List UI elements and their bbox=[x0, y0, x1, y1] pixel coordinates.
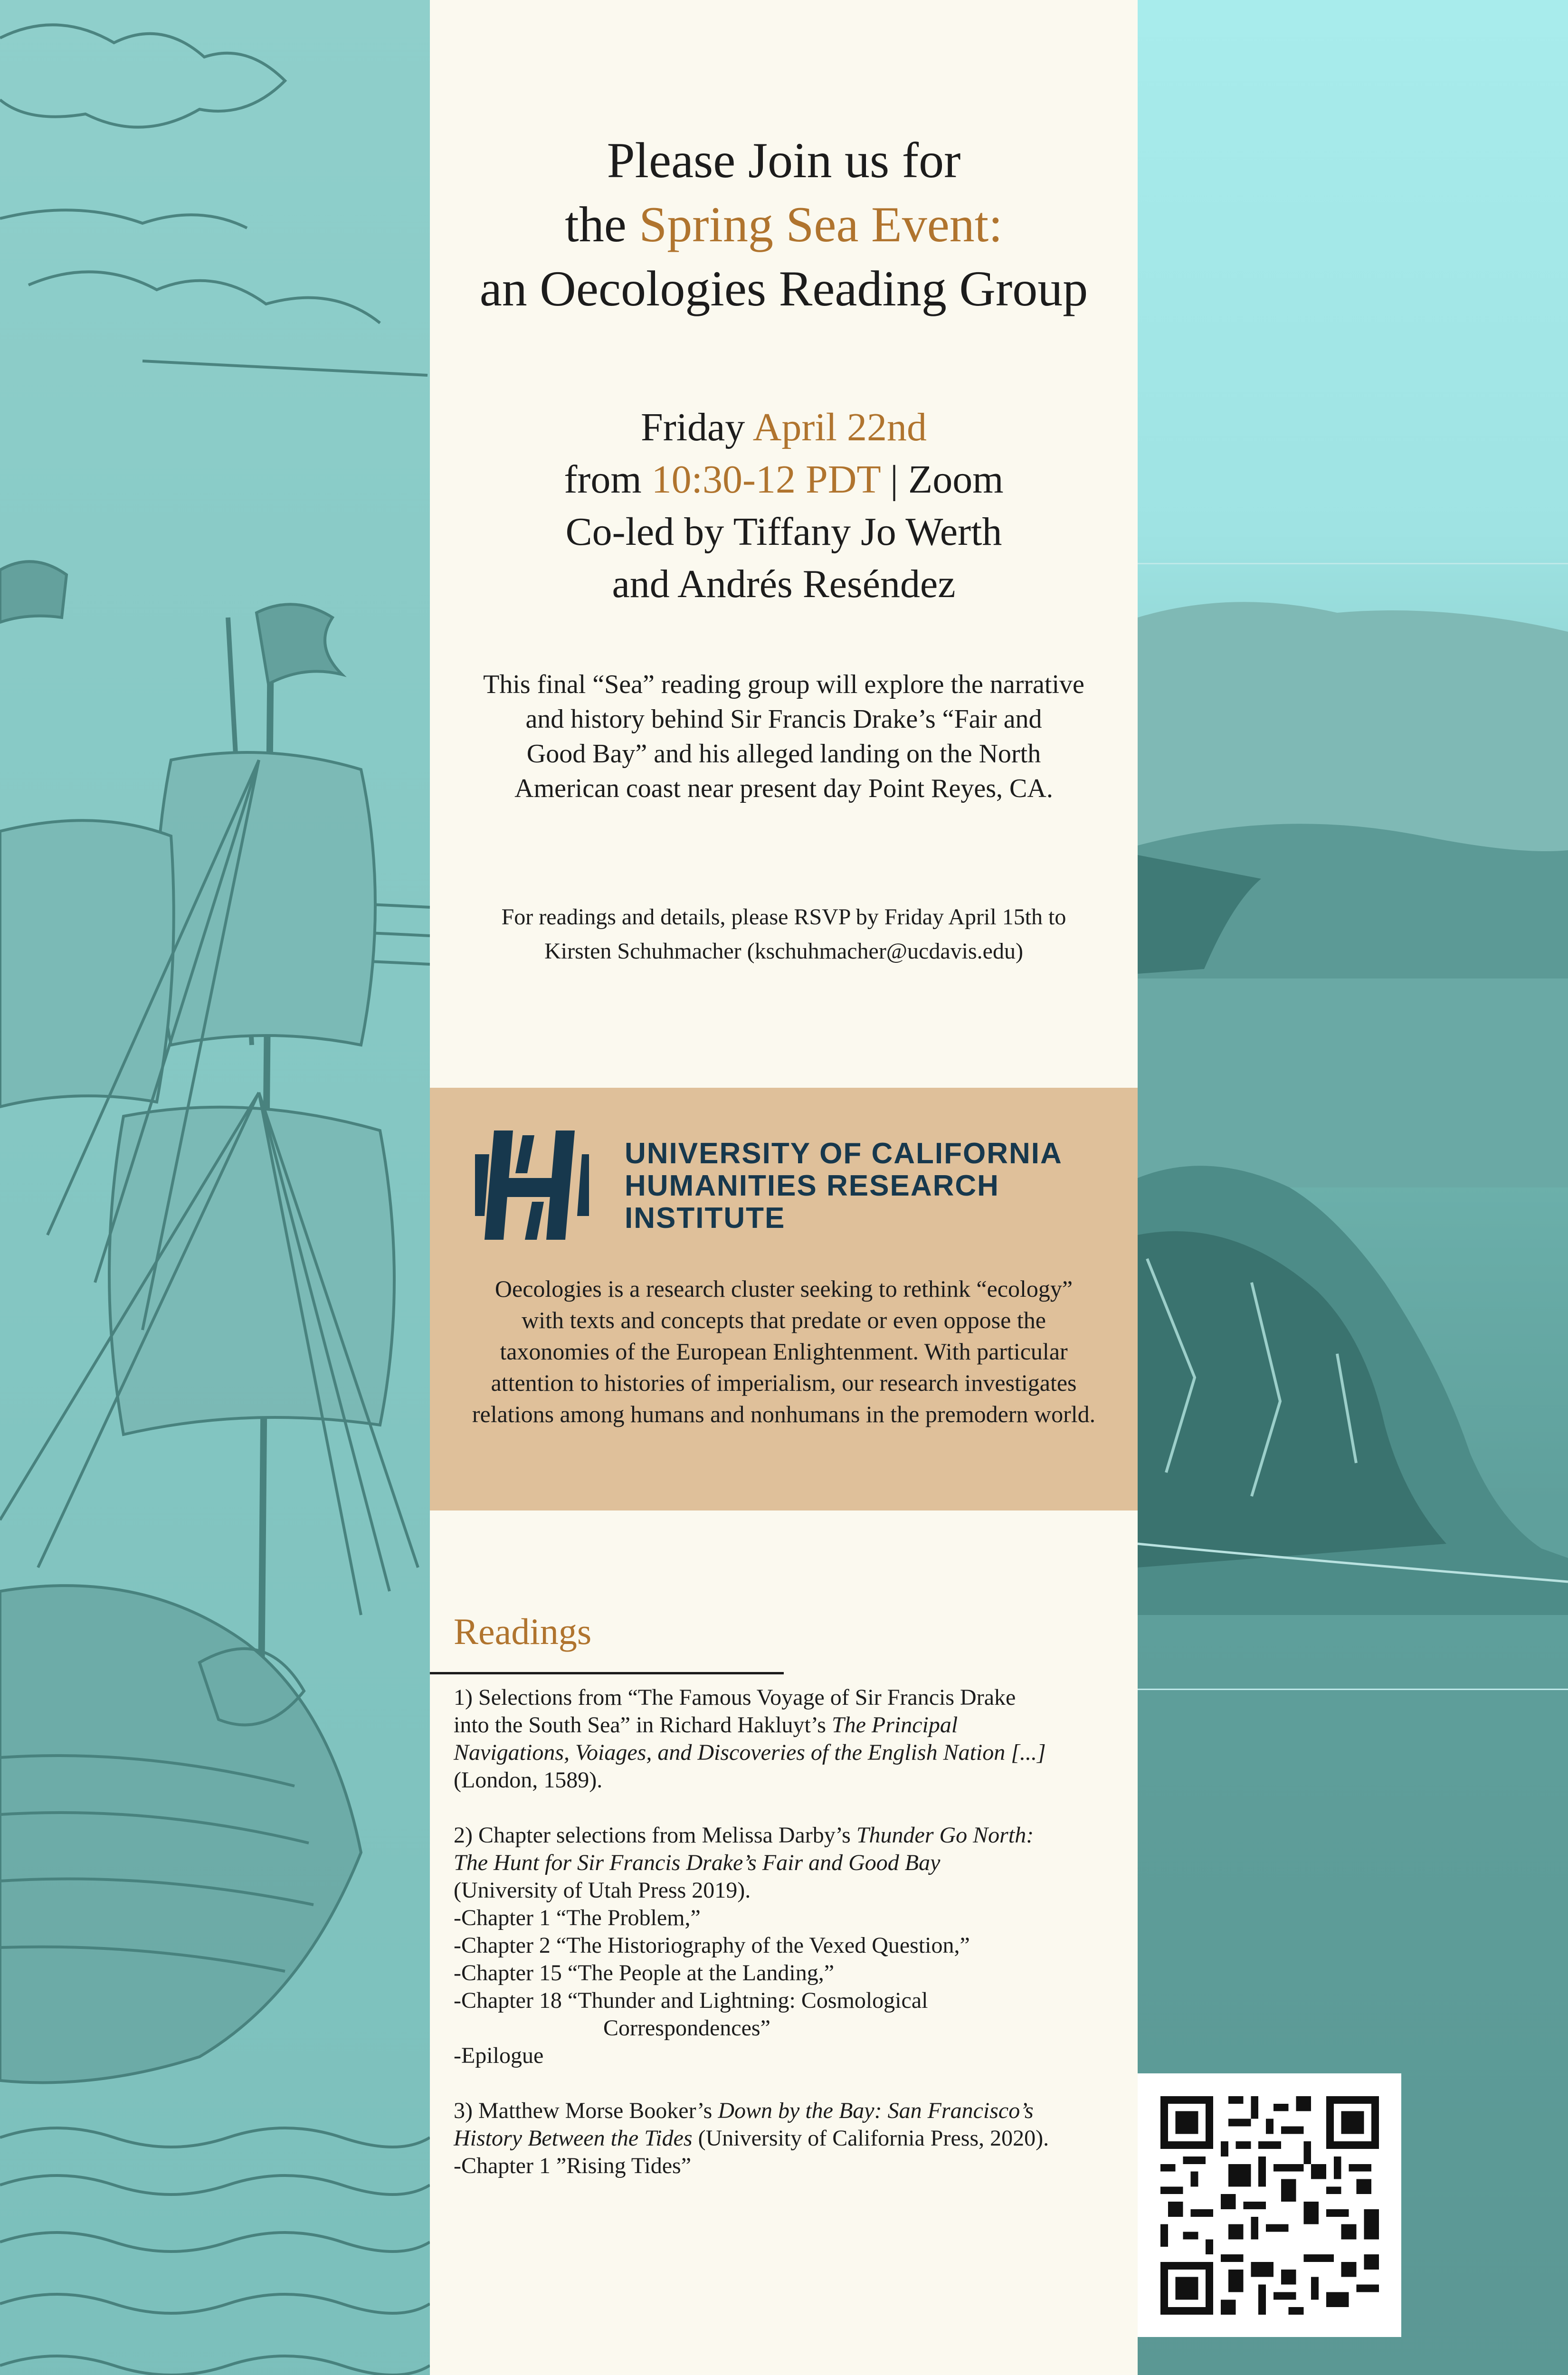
uchri-logo-icon bbox=[475, 1126, 589, 1244]
coastline-photo-panel bbox=[1138, 0, 1568, 2375]
headline-line-3: an Oecologies Reading Group bbox=[479, 261, 1088, 316]
reading-title: History Between the Tides bbox=[454, 2126, 693, 2151]
ship-engraving-panel bbox=[0, 0, 430, 2375]
reading-line: -Chapter 1 ”Rising Tides” bbox=[454, 2153, 691, 2178]
readings-heading: Readings bbox=[454, 1611, 592, 1652]
uchri-wordmark-line: HUMANITIES RESEARCH bbox=[625, 1169, 999, 1202]
reading-line: (London, 1589). bbox=[454, 1767, 603, 1793]
headline-line-1: Please Join us for bbox=[607, 133, 961, 188]
event-date-value: April 22nd bbox=[752, 405, 927, 449]
description-line: This final “Sea” reading group will explore the narrative bbox=[483, 670, 1084, 699]
cluster-line: Oecologies is a research cluster seeking to rethink “ecology” bbox=[494, 1275, 1073, 1302]
headline-line-2 bbox=[430, 192, 1138, 256]
readings-list bbox=[454, 1684, 1128, 2180]
reading-line bbox=[454, 1711, 1128, 1739]
reading-title: Thunder Go North: bbox=[856, 1823, 1034, 1848]
reading-line: -Chapter 2 “The Historiography of the Vexed Question,” bbox=[454, 1933, 970, 1958]
flyer-content-column bbox=[430, 0, 1138, 2375]
coleaders-line-2: and Andrés Reséndez bbox=[612, 562, 956, 606]
reading-line: -Chapter 18 “Thunder and Lightning: Cosmological bbox=[454, 1988, 928, 2013]
reading-line: 1) Selections from “The Famous Voyage of Sir Francis Drake bbox=[454, 1685, 1016, 1710]
event-time bbox=[430, 454, 1138, 506]
coleaders-line-1: Co-led by Tiffany Jo Werth bbox=[565, 510, 1002, 554]
reading-line bbox=[454, 2125, 1128, 2152]
reading-text: 3) Matthew Morse Booker’s bbox=[454, 2098, 718, 2123]
reading-line bbox=[454, 1739, 1128, 1767]
event-day: Friday bbox=[641, 405, 753, 449]
cluster-line: taxonomies of the European Enlightenment. With particular bbox=[500, 1338, 1068, 1365]
description-line: Good Bay” and his alleged landing on the North bbox=[526, 739, 1041, 769]
rsvp-line: For readings and details, please RSVP by Friday April 15th to bbox=[501, 904, 1066, 930]
reading-title: Down by the Bay: San Francisco’s bbox=[718, 2098, 1034, 2123]
event-location: | Zoom bbox=[880, 457, 1004, 502]
reading-line: -Chapter 1 “The Problem,” bbox=[454, 1905, 701, 1930]
reading-line bbox=[454, 1849, 1128, 1877]
uchri-wordmark bbox=[625, 1138, 1063, 1235]
cluster-description bbox=[430, 1273, 1138, 1430]
cluster-line: attention to histories of imperialism, our research investigates bbox=[491, 1369, 1077, 1396]
headline-the: the bbox=[565, 197, 639, 252]
cluster-line: relations among humans and nonhumans in the premodern world. bbox=[472, 1401, 1096, 1427]
reading-line: Correspondences” bbox=[603, 2015, 770, 2041]
description-line: and history behind Sir Francis Drake’s “Fair and bbox=[525, 704, 1042, 734]
reading-title: Navigations, Voiages, and Discoveries of the English Nation [...] bbox=[454, 1740, 1046, 1765]
coastline-photo-illustration bbox=[1138, 0, 1568, 2375]
reading-line bbox=[454, 2097, 1128, 2125]
uchri-wordmark-line: INSTITUTE bbox=[625, 1202, 786, 1235]
qr-code-card bbox=[1138, 2073, 1401, 2337]
event-time-prefix: from bbox=[564, 457, 652, 502]
reading-title: The Principal bbox=[831, 1712, 958, 1738]
reading-text: 2) Chapter selections from Melissa Darby’s bbox=[454, 1823, 856, 1848]
horizon-line bbox=[1138, 1689, 1568, 1690]
description-line: American coast near present day Point Reyes, CA. bbox=[514, 774, 1053, 803]
reading-line: (University of Utah Press 2019). bbox=[454, 1878, 751, 1903]
readings-divider bbox=[430, 1672, 784, 1674]
ship-engraving-illustration bbox=[0, 0, 430, 2375]
sponsor-band bbox=[430, 1088, 1138, 1510]
reading-line bbox=[454, 1822, 1128, 1849]
reading-title: The Hunt for Sir Francis Drake’s Fair and Good Bay bbox=[454, 1850, 941, 1875]
event-name: Spring Sea Event: bbox=[639, 197, 1003, 252]
spacer bbox=[454, 2070, 1128, 2097]
event-time-value: 10:30-12 PDT bbox=[651, 457, 881, 502]
reading-line: -Chapter 15 “The People at the Landing,” bbox=[454, 1960, 835, 1986]
horizon-line bbox=[1138, 563, 1568, 564]
reading-text: (University of California Press, 2020). bbox=[692, 2126, 1049, 2151]
spacer bbox=[454, 1794, 1128, 1822]
cluster-line: with texts and concepts that predate or even oppose the bbox=[522, 1307, 1046, 1333]
rsvp-contact: Kirsten Schuhmacher (kschuhmacher@ucdavis.edu) bbox=[544, 939, 1023, 964]
uchri-wordmark-line: UNIVERSITY OF CALIFORNIA bbox=[625, 1137, 1063, 1170]
event-date bbox=[430, 401, 1138, 454]
reading-line: -Epilogue bbox=[454, 2043, 544, 2068]
reading-text: into the South Sea” in Richard Hakluyt’s bbox=[454, 1712, 832, 1738]
qr-code-icon bbox=[1160, 2096, 1379, 2315]
